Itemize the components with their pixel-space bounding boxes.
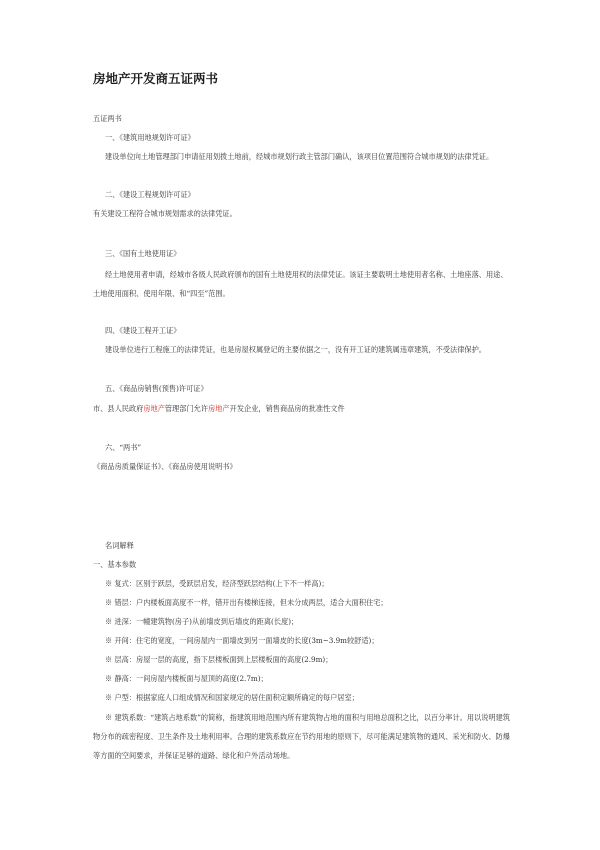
item-3-heading: 三、《国有土地使用证》 [105, 249, 181, 258]
glossary-heading: 名词解释 [105, 541, 134, 550]
real-estate-term-link[interactable]: 房地产 [208, 404, 230, 413]
glossary-entry: ※ 户型：根据家庭人口组成情况和国家规定的居住面积定额所确定的每户居室； [105, 693, 359, 702]
glossary-entry: ※ 进深：一幢建筑物(房子)从前墙皮到后墙皮的距离(长度)； [105, 617, 299, 626]
item-2-heading: 二、《建设工程规划许可证》 [105, 190, 195, 199]
page-title: 房地产开发商五证两书 [93, 71, 219, 86]
item-3-body: 经土地使用者申请，经城市各级人民政府颁布的国有土地使用权的法律凭证。该证主要载明土地使用者名称、土地座落、用途、土地使用面积、使用年限、和“四至”范围。 [93, 270, 508, 298]
item-4-heading: 四、《建设工程开工证》 [105, 326, 181, 335]
glossary-entry: ※ 开间：住宅的宽度，一间房屋内一面墙皮到另一面墙皮的长度(3m~3.9m较舒适)； [105, 636, 379, 645]
glossary-entry-building-coefficient: ※ 建筑系数：“建筑占地系数”的简称，指建筑用地范围内所有建筑物占地的面积与用地总面积之比，以百分率计。用以说明建筑物分布的疏密程度、卫生条件及土地利用率。合理的建筑系数应在节约用地的原则下，尽可能满足建筑物的通风、采光和防火、防爆等方面的空间要求，并保证足够的道路、绿化和户外活动场地。 [93, 713, 510, 760]
item-5-body [93, 404, 345, 414]
item-6-body: 《商品房质量保证书》、《商品房使用说明书》 [93, 462, 237, 471]
item-5-body-part-3: 管理部门允许 [164, 404, 209, 413]
real-estate-term-link[interactable]: 房地产 [143, 404, 165, 413]
item-1-heading: 一、《建筑用地规划许可证》 [105, 133, 195, 142]
item-6-heading: 六、“两书” [105, 443, 142, 452]
section-heading: 五证两书 [93, 114, 122, 123]
glossary-entry: ※ 静高：一间房屋内楼板面与屋顶的高度(2.7m)； [105, 674, 268, 683]
item-5-body-part-1: 市、县人民政府 [93, 404, 144, 413]
glossary-entry: ※ 错层：户内楼板面高度不一样，错开出有楼梯连接，但未分成两层，适合大面积住宅； [105, 598, 388, 607]
glossary-entry: ※ 层高：房屋一层的高度，指下层楼板面到上层楼板面的高度(2.9m)； [105, 655, 333, 664]
item-1-body: 建设单位向土地管理部门申请征用划拨土地前，经城市规划行政主管部门确认，该项目位置范围符合城市规划的法律凭证。 [105, 152, 494, 161]
item-5-heading: 五、《商品房销售(预售)许可证》 [105, 384, 208, 393]
glossary-entry: ※ 复式：区别于跃层，受跃层启发，经济型跃层结构(上下不一样高)； [105, 579, 329, 588]
item-4-body: 建设单位进行工程施工的法律凭证，也是房屋权属登记的主要依据之一，没有开工证的建筑属违章建筑，不受法律保护。 [105, 345, 486, 354]
item-2-body: 有关建设工程符合城市规划需求的法律凭证。 [93, 209, 237, 218]
glossary-subheading: 一、基本参数 [93, 560, 137, 569]
item-5-body-part-5: 开发企业，销售商品房的批准性文件 [229, 404, 345, 413]
